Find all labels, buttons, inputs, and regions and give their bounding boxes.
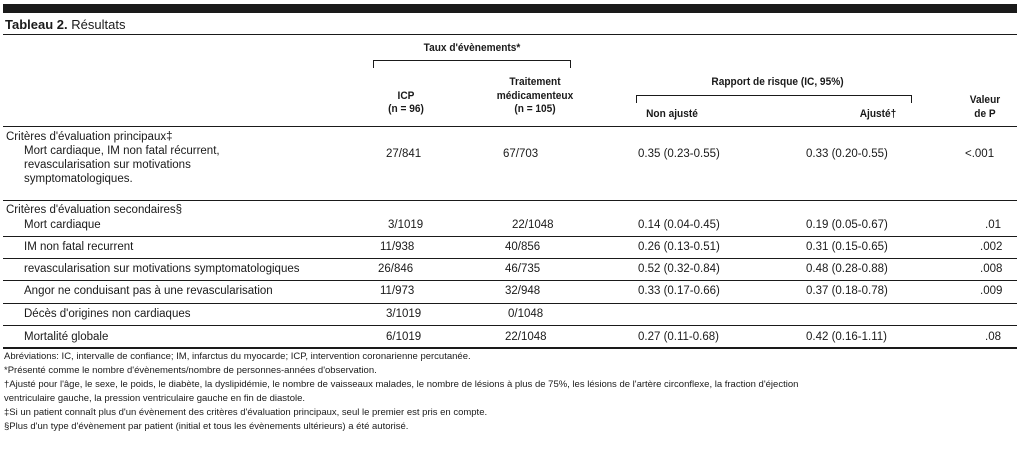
row-p: .002 — [980, 241, 1003, 253]
bracket-taux — [373, 60, 571, 68]
row-trait: 40/856 — [505, 241, 541, 253]
row-p: .008 — [980, 263, 1003, 275]
header-non-ajuste: Non ajusté — [646, 108, 698, 120]
row-aj: 0.42 (0.16-1.11) — [806, 331, 887, 343]
header-ajuste: Ajusté† — [859, 108, 897, 120]
row-rule — [3, 236, 1017, 237]
row-trait: 22/1048 — [505, 331, 547, 343]
row-rule — [3, 258, 1017, 259]
row-nonaj: 0.14 (0.04-0.45) — [638, 219, 720, 231]
title-rule — [3, 34, 1017, 35]
row-nonaj: 0.26 (0.13-0.51) — [638, 241, 720, 253]
primary-label-line-3: symptomatologiques. — [24, 173, 133, 185]
row-aj: 0.48 (0.28-0.88) — [806, 263, 888, 275]
row-trait: 22/1048 — [512, 219, 554, 231]
header-icp-2: (n = 96) — [388, 103, 424, 115]
primary-trait: 67/703 — [503, 148, 539, 160]
row-nonaj: 0.52 (0.32-0.84) — [638, 263, 720, 275]
row-label: Angor ne conduisant pas à une revascularisation — [24, 285, 273, 297]
table-bottom-rule — [3, 347, 1017, 349]
primary-icp: 27/841 — [386, 148, 422, 160]
row-icp: 26/846 — [378, 263, 414, 275]
row-icp: 11/973 — [380, 285, 415, 297]
row-rule — [3, 325, 1017, 326]
bracket-rapport — [636, 95, 912, 103]
row-p: .009 — [980, 285, 1003, 297]
footnote-star: *Présenté comme le nombre d'évènements/nombre de personnes-années d'observation. — [4, 365, 377, 376]
row-aj: 0.31 (0.15-0.65) — [806, 241, 888, 253]
row-icp: 6/1019 — [386, 331, 422, 343]
footnote-abbreviations: Abréviations: IC, intervalle de confiance; IM, infarctus du myocarde; ICP, intervention coronarienne percutanée. — [4, 351, 471, 362]
primary-p: <.001 — [965, 148, 995, 160]
header-trait-1: Traitement — [509, 76, 561, 88]
primary-label-line-2: revascularisation sur motivations — [24, 159, 191, 171]
row-icp: 11/938 — [380, 241, 415, 253]
header-taux: Taux d'évènements* — [423, 42, 521, 54]
row-trait: 32/948 — [505, 285, 541, 297]
primary-aj: 0.33 (0.20-0.55) — [806, 148, 888, 160]
row-aj: 0.37 (0.18-0.78) — [806, 285, 888, 297]
primary-section-label: Critères d'évaluation principaux‡ — [6, 131, 173, 143]
footnote-double-dagger: ‡Si un patient connaît plus d'un évènement des critères d'évaluation principaux, seul le premier est pris en compte. — [4, 407, 488, 418]
header-valeur-2: de P — [974, 108, 996, 120]
row-label: Mortalité globale — [24, 331, 109, 343]
row-trait: 46/735 — [505, 263, 541, 275]
table-title-label: Tableau 2. — [5, 17, 68, 32]
row-icp: 3/1019 — [388, 219, 424, 231]
row-p: .08 — [985, 331, 1001, 343]
row-p: .01 — [985, 219, 1001, 231]
footnote-dagger-1: †Ajusté pour l'âge, le sexe, le poids, le diabète, la dyslipidémie, le nombre de vaisseaux malades, le nombre de lésions à plus de 75%, les lésions de l'artère circonflexe, la fraction d'éjection — [4, 379, 799, 390]
row-aj: 0.19 (0.05-0.67) — [806, 219, 888, 231]
row-rule — [3, 280, 1017, 281]
row-trait: 0/1048 — [508, 308, 544, 320]
secondary-section-label: Critères d'évaluation secondaires§ — [6, 204, 183, 216]
row-icp: 3/1019 — [386, 308, 422, 320]
top-bar — [3, 4, 1017, 13]
row-label: Mort cardiaque — [24, 219, 101, 231]
row-rule — [3, 303, 1017, 304]
header-rule — [3, 126, 1017, 127]
row-label: revascularisation sur motivations symptomatologiques — [24, 263, 300, 275]
header-valeur-1: Valeur — [969, 94, 1001, 106]
primary-label-line-1: Mort cardiaque, IM non fatal récurrent, — [24, 145, 220, 157]
primary-nonaj: 0.35 (0.23-0.55) — [638, 148, 720, 160]
header-icp-1: ICP — [397, 90, 415, 102]
footnote-dagger-2: ventriculaire gauche, la pression ventriculaire gauche en fin de diastole. — [4, 393, 306, 404]
header-trait-3: (n = 105) — [514, 103, 556, 115]
row-label: Décès d'origines non cardiaques — [24, 308, 191, 320]
header-trait-2: médicamenteux — [496, 90, 574, 102]
table-title-text: Résultats — [71, 17, 126, 32]
section-rule — [3, 200, 1017, 201]
header-rapport: Rapport de risque (IC, 95%) — [711, 76, 844, 88]
row-label: IM non fatal recurrent — [24, 241, 134, 253]
table-title — [5, 17, 125, 32]
row-nonaj: 0.33 (0.17-0.66) — [638, 285, 720, 297]
footnote-section: §Plus d'un type d'évènement par patient (initial et tous les évènements ultérieurs) a été autorisé. — [4, 421, 409, 432]
row-nonaj: 0.27 (0.11-0.68) — [638, 331, 719, 343]
